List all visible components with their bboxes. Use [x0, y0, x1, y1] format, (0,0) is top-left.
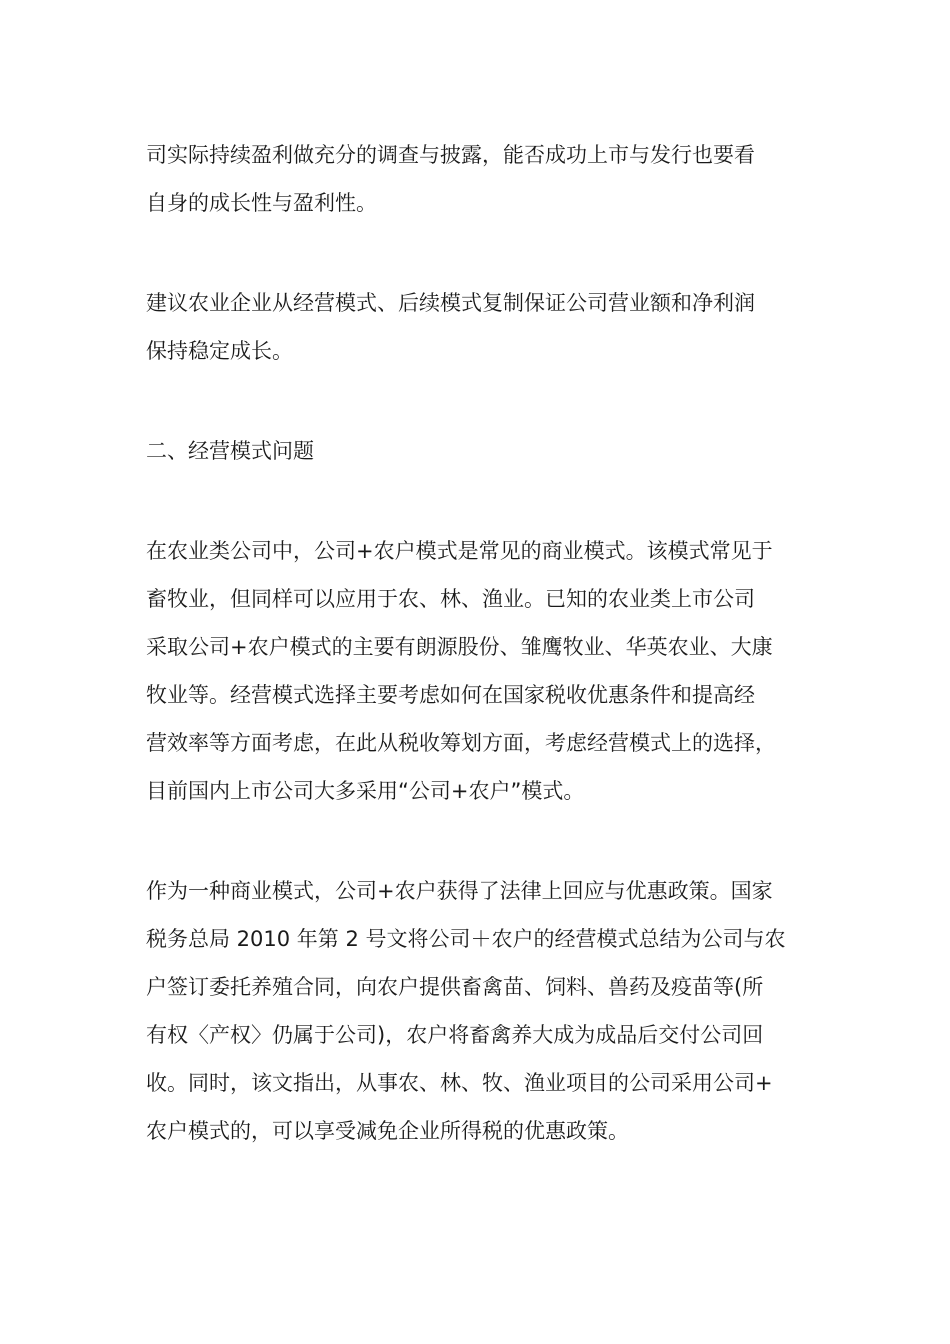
text-line: 有权〈产权〉仍属于公司)，农户将畜禽养大成为成品后交付公司回	[146, 1023, 764, 1047]
text-line: 税务总局 2010 年第 2 号文将公司＋农户的经营模式总结为公司与农	[146, 927, 786, 951]
paragraph-4	[146, 867, 810, 1155]
text-line: 在农业类公司中，公司+农户模式是常见的商业模式。该模式常见于	[146, 539, 773, 563]
paragraph-1	[146, 131, 810, 227]
text-line: 目前国内上市公司大多采用“公司+农户”模式。	[146, 779, 585, 803]
text-line: 牧业等。经营模式选择主要考虑如何在国家税收优惠条件和提高经	[146, 683, 755, 707]
section-heading	[146, 427, 810, 475]
paragraph-2	[146, 279, 810, 375]
document-body	[146, 131, 810, 1155]
text-line: 作为一种商业模式，公司+农户获得了法律上回应与优惠政策。国家	[146, 879, 773, 903]
text-line: 营效率等方面考虑，在此从税收筹划方面，考虑经营模式上的选择，	[146, 731, 776, 755]
text-line: 司实际持续盈利做充分的调查与披露，能否成功上市与发行也要看	[146, 143, 755, 167]
text-line: 农户模式的，可以享受减免企业所得税的优惠政策。	[146, 1119, 629, 1143]
text-line: 保持稳定成长。	[146, 339, 293, 363]
text-line: 自身的成长性与盈利性。	[146, 191, 377, 215]
text-line: 采取公司+农户模式的主要有朗源股份、雏鹰牧业、华英农业、大康	[146, 635, 773, 659]
text-line: 建议农业企业从经营模式、后续模式复制保证公司营业额和净利润	[146, 291, 755, 315]
text-line: 户签订委托养殖合同，向农户提供畜禽苗、饲料、兽药及疫苗等(所	[146, 975, 764, 999]
text-line: 畜牧业，但同样可以应用于农、林、渔业。已知的农业类上市公司	[146, 587, 755, 611]
heading-text: 二、经营模式问题	[146, 439, 314, 463]
paragraph-3	[146, 527, 810, 815]
text-line: 收。同时，该文指出，从事农、林、牧、渔业项目的公司采用公司+	[146, 1071, 773, 1095]
